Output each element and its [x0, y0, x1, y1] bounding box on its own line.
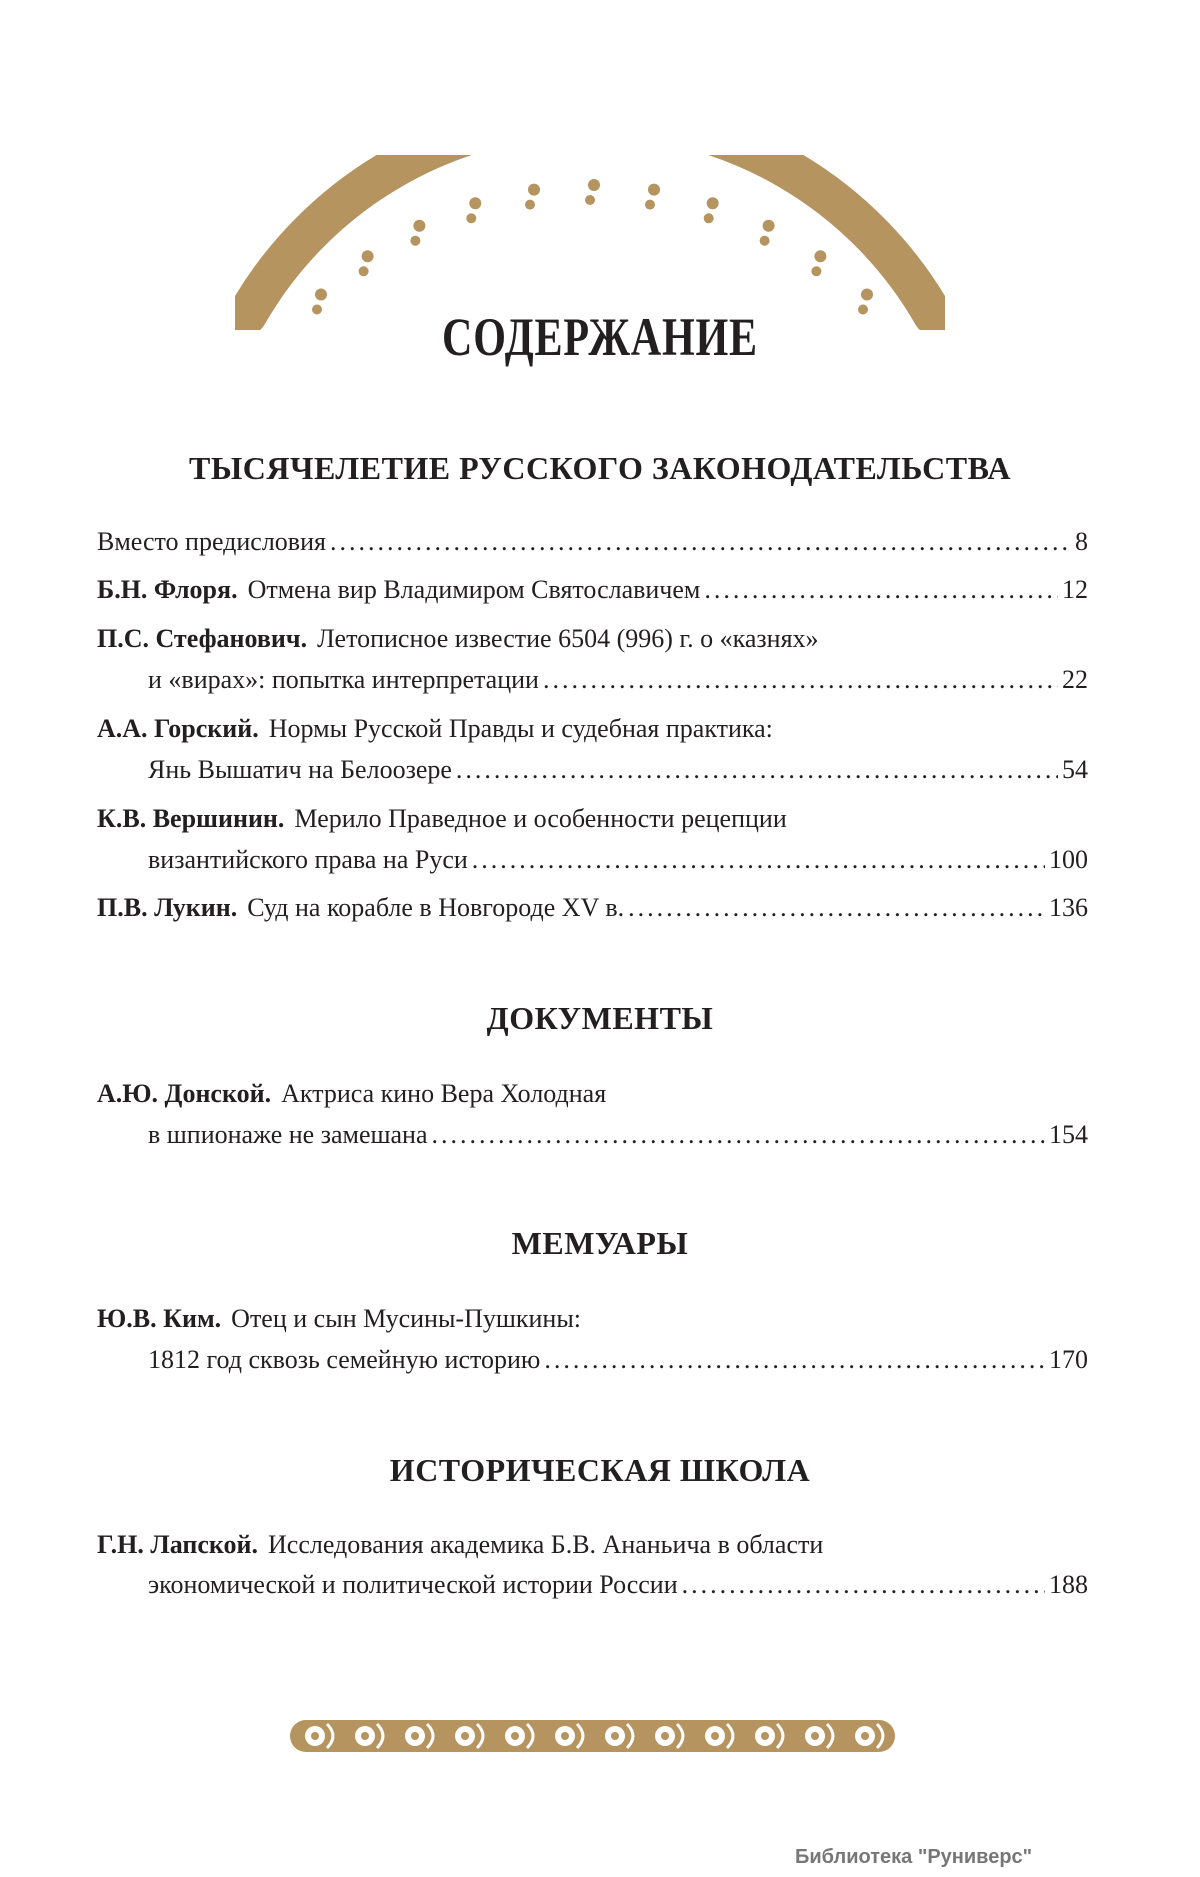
dot-leader [704, 573, 1058, 607]
entry-author: К.В. Вершинин. [97, 804, 285, 833]
page-number: 54 [1062, 755, 1088, 784]
dot-leader [544, 1343, 1045, 1377]
toc-entry-continuation[interactable] [148, 1568, 1088, 1602]
entry-title: Отмена вир Владимиром Святославичем [247, 575, 701, 604]
toc-entry[interactable] [97, 891, 1088, 925]
toc-entry-continuation[interactable] [148, 843, 1088, 877]
dot-leader [432, 1118, 1045, 1152]
page-number: 136 [1049, 893, 1088, 922]
page-number: 22 [1062, 665, 1088, 694]
section-heading: МЕМУАРЫ [511, 1225, 689, 1261]
section-heading: ТЫСЯЧЕЛЕТИЕ РУССКОГО ЗАКОНОДАТЕЛЬСТВА [188, 450, 1011, 486]
dot-leader [628, 891, 1045, 925]
dot-leader [456, 753, 1058, 787]
page-title: СОДЕРЖАНИЕ [442, 307, 758, 367]
entry-title-cont: экономической и политической истории России [148, 1570, 678, 1599]
entry-title: Актриса кино Вера Холодная [281, 1079, 607, 1108]
toc-entry[interactable] [97, 802, 1088, 836]
entry-title: Летописное известие 6504 (996) г. о «казнях» [317, 624, 819, 653]
entry-author: А.А. Горский. [97, 714, 259, 743]
entry-title: Суд на корабле в Новгороде XV в. [247, 893, 625, 922]
library-watermark: Библиотека "Руниверс" [795, 1846, 1033, 1868]
toc-entry[interactable] [97, 1077, 1088, 1111]
page-number: 12 [1062, 575, 1088, 604]
page-number: 8 [1075, 527, 1088, 556]
section-heading: ИСТОРИЧЕСКАЯ ШКОЛА [389, 1452, 811, 1488]
entry-author: А.Ю. Донской. [97, 1079, 272, 1108]
toc-entry[interactable] [97, 573, 1088, 607]
entry-title: Отец и сын Мусины-Пушкины: [231, 1304, 582, 1333]
toc-entry-continuation[interactable] [148, 753, 1088, 787]
section-heading: ДОКУМЕНТЫ [486, 1000, 714, 1036]
toc-entry[interactable] [97, 712, 1088, 746]
page-number: 154 [1049, 1120, 1088, 1149]
entry-title: Нормы Русской Правды и судебная практика: [268, 714, 773, 743]
entry-author: П.С. Стефанович. [97, 624, 308, 653]
entry-title-cont: в шпионаже не замешана [148, 1120, 428, 1149]
page-number: 170 [1049, 1345, 1088, 1374]
entry-author: Ю.В. Ким. [97, 1304, 222, 1333]
arch-ornament [235, 155, 945, 330]
entry-author: Б.Н. Флоря. [97, 575, 238, 604]
dot-leader [682, 1568, 1045, 1602]
bottom-ornament [290, 1710, 895, 1762]
entry-title-cont: Янь Вышатич на Белоозере [148, 755, 452, 784]
toc-entry-continuation[interactable] [148, 1118, 1088, 1152]
entry-author: Г.Н. Лапской. [97, 1530, 259, 1559]
entry-title-cont: и «вирах»: попытка интерпретации [148, 665, 539, 694]
toc-entry[interactable] [97, 622, 1088, 656]
dot-leader [472, 843, 1045, 877]
entry-title-cont: 1812 год сквозь семейную историю [148, 1345, 541, 1374]
page-number: 188 [1049, 1570, 1088, 1599]
toc-entry[interactable] [97, 525, 1088, 559]
entry-title-cont: византийского права на Руси [148, 845, 468, 874]
toc-entry-continuation[interactable] [148, 663, 1088, 697]
entry-author: П.В. Лукин. [97, 893, 238, 922]
toc-entry[interactable] [97, 1528, 1088, 1562]
toc-entry-continuation[interactable] [148, 1343, 1088, 1377]
page-number: 100 [1049, 845, 1088, 874]
dot-leader [330, 525, 1071, 559]
toc-entry[interactable] [97, 1302, 1088, 1336]
dot-leader [543, 663, 1058, 697]
entry-title: Мерило Праведное и особенности рецепции [294, 804, 787, 833]
entry-title: Вместо предисловия [97, 527, 326, 556]
entry-title: Исследования академика Б.В. Ананьича в области [268, 1530, 824, 1559]
